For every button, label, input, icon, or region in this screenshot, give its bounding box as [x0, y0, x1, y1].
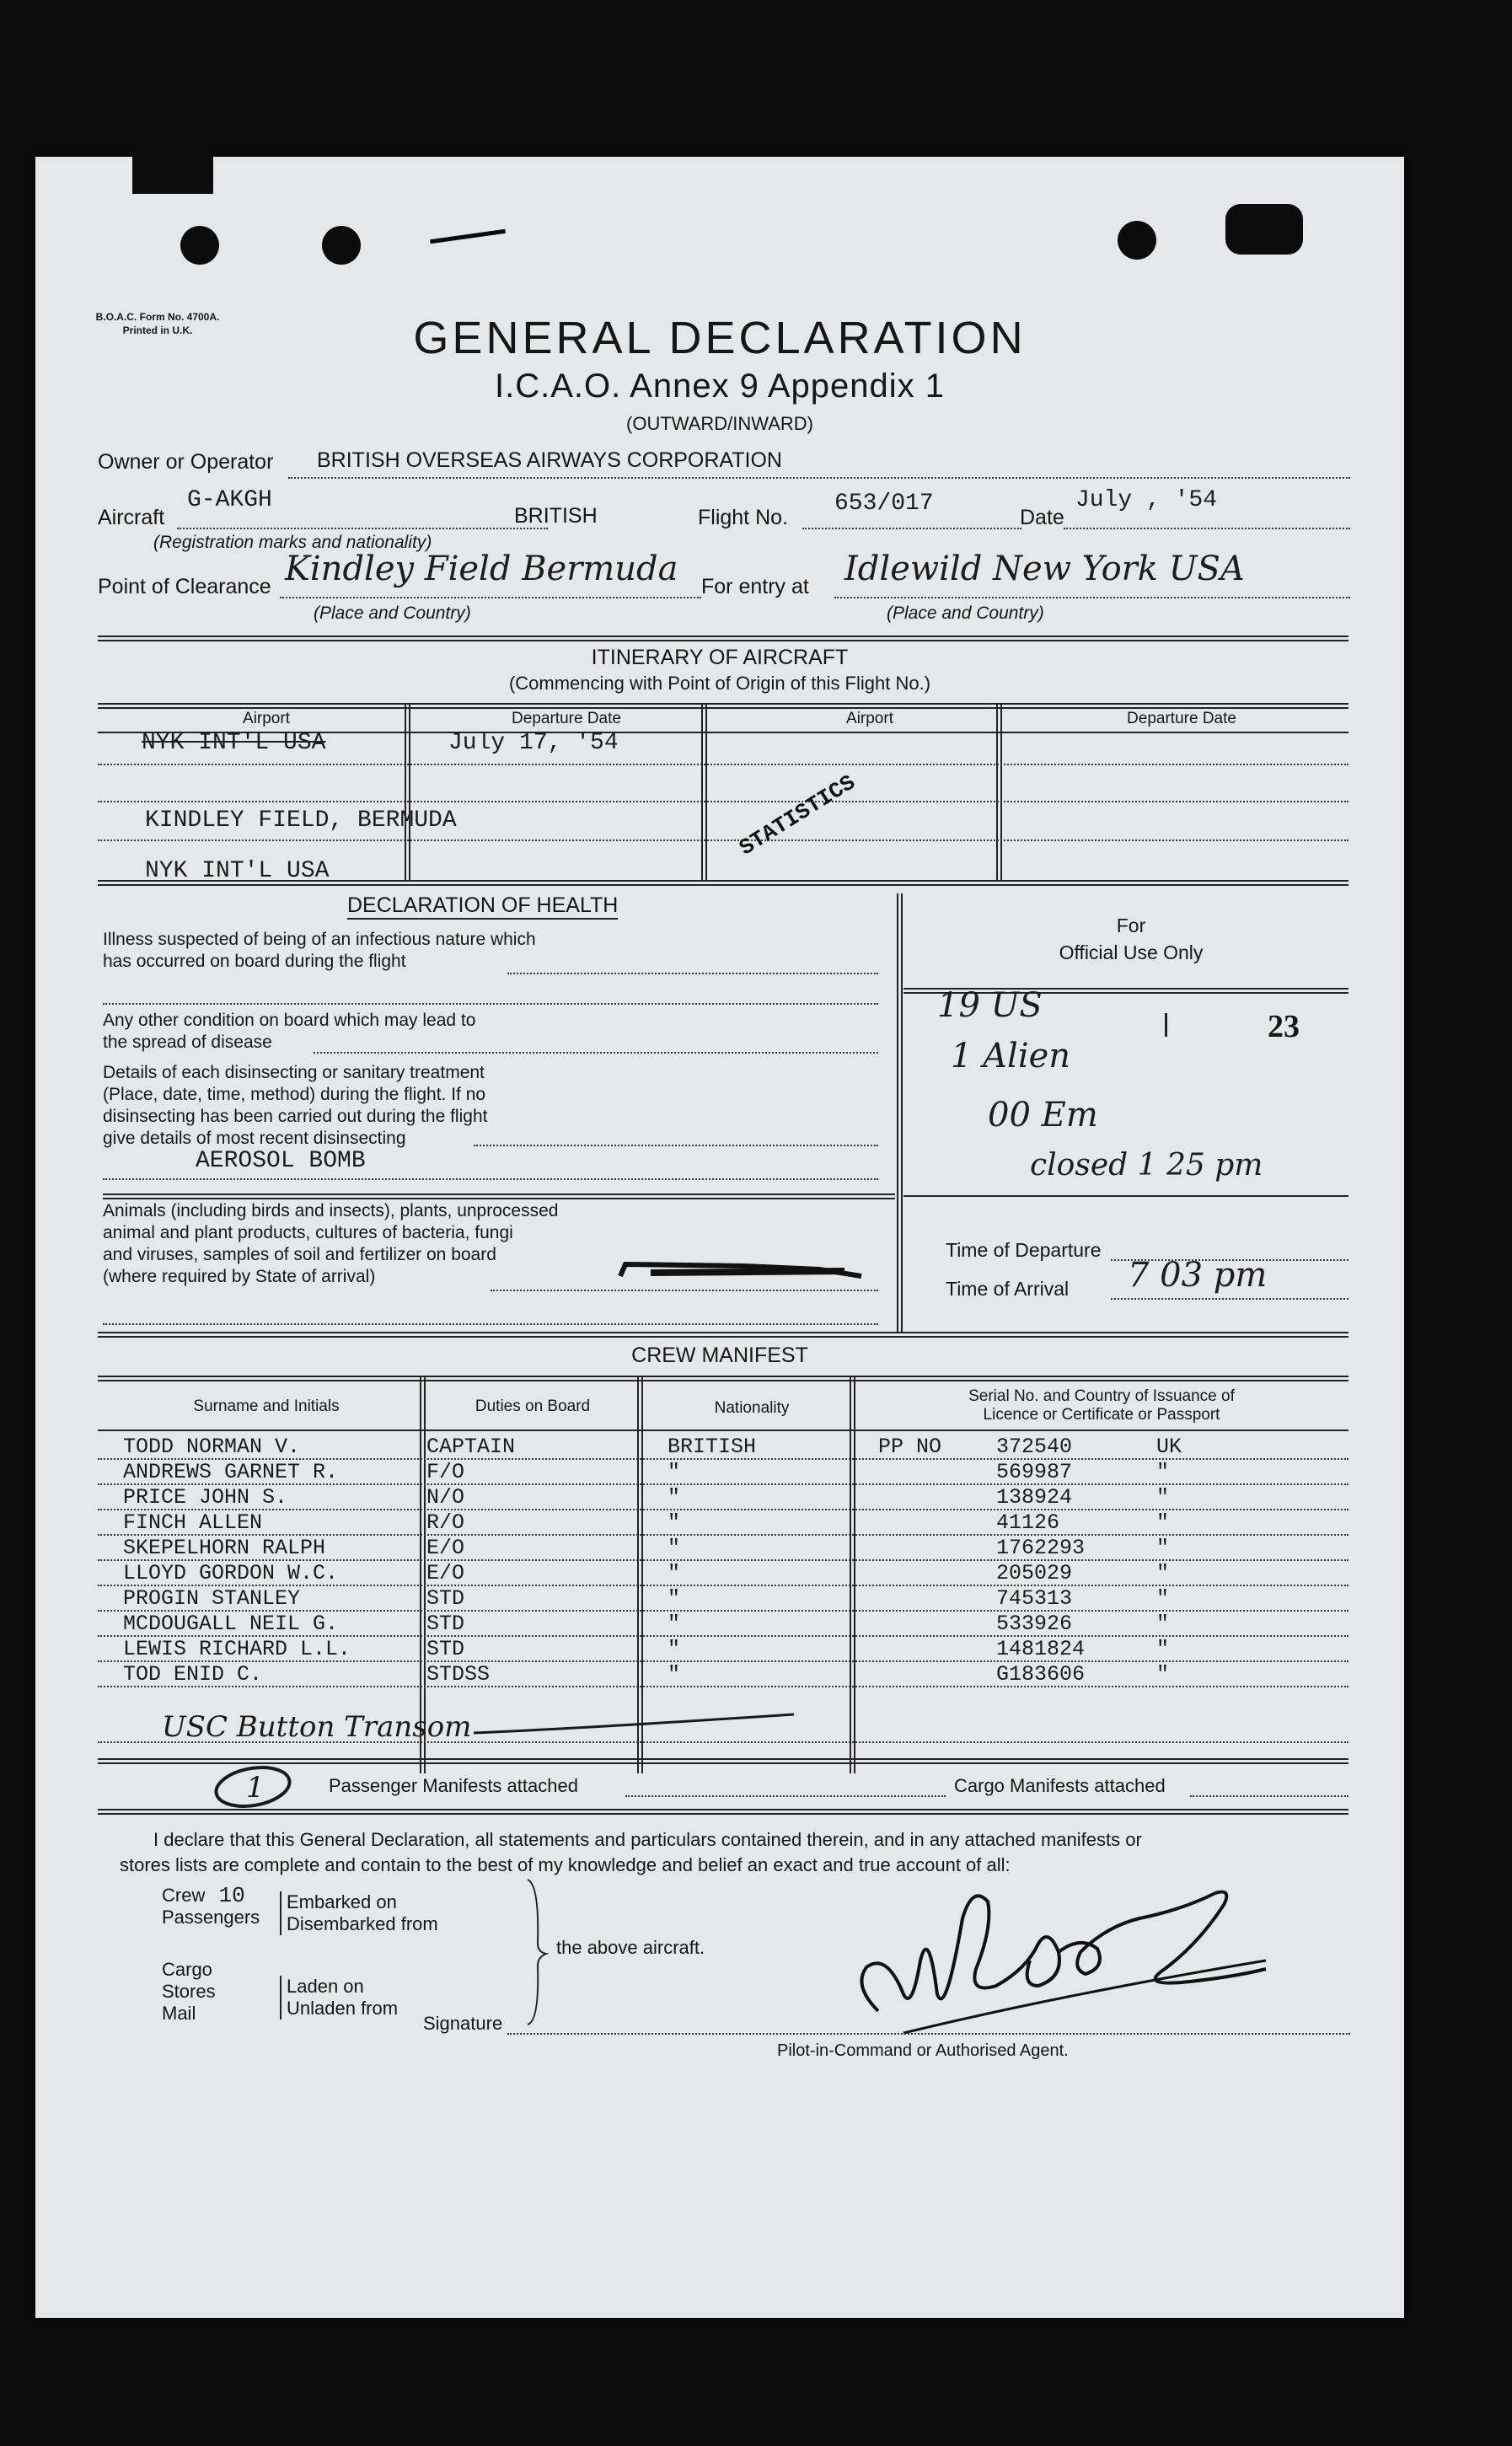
- unladen-label: Unladen from: [287, 1998, 399, 2019]
- crew-cell-serial: 1481824: [996, 1637, 1086, 1661]
- itinerary-row1-date: July 17, '54: [448, 730, 619, 756]
- crew-cell-nat: ": [668, 1662, 681, 1687]
- date-value: July , '54: [1075, 487, 1218, 513]
- crew-cell-name: SKEPELHORN RALPH: [123, 1536, 326, 1560]
- flight-label: Flight No.: [698, 506, 788, 529]
- passengers-label: Passengers: [162, 1907, 260, 1928]
- crew-header-name: Surname and Initials: [193, 1397, 340, 1415]
- itinerary-row3-airport: NYK INT'L USA: [145, 858, 330, 884]
- official-number: 23: [1268, 1009, 1300, 1044]
- crew-cell-country: UK: [1156, 1435, 1182, 1459]
- stores-label: Stores: [162, 1981, 216, 2002]
- crew-cell-duty: STDSS: [426, 1662, 491, 1687]
- health-q4-line4: (where required by State of arrival): [103, 1267, 376, 1286]
- owner-value: BRITISH OVERSEAS AIRWAYS CORPORATION: [317, 448, 782, 472]
- health-q3-line2: (Place, date, time, method) during the flight. If no: [103, 1085, 486, 1104]
- crew-cell-duty: N/O: [426, 1485, 465, 1510]
- crew-cell-duty: STD: [426, 1637, 465, 1661]
- crew-count-label: Crew: [162, 1885, 206, 1906]
- form-title: GENERAL DECLARATION: [413, 313, 1027, 363]
- crew-cell-duty: F/O: [426, 1460, 465, 1484]
- crew-cell-name: TODD NORMAN V.: [123, 1435, 301, 1459]
- passenger-count: 1: [246, 1771, 265, 1805]
- crew-header-serial-2: Licence or Certificate or Passport: [983, 1406, 1220, 1424]
- crew-cell-country: ": [1156, 1637, 1170, 1661]
- crew-cell-name: PROGIN STANLEY: [123, 1586, 301, 1611]
- declaration-line-1: I declare that this General Declaration, all statements and particulars contained therein, and in any attached manifests or: [153, 1829, 1142, 1850]
- signature-image: [828, 1868, 1300, 2036]
- passenger-count-circle: [204, 1762, 305, 1812]
- health-q4-line2: animal and plant products, cultures of bacteria, fungi: [103, 1223, 513, 1242]
- crew-cell-name: FINCH ALLEN: [123, 1510, 263, 1535]
- crew-cell-serial: 372540: [996, 1435, 1073, 1459]
- crew-cell-country: ": [1156, 1612, 1170, 1636]
- crew-count-value: 10: [218, 1883, 245, 1908]
- punch-hole: [1118, 221, 1156, 260]
- health-q3-line1: Details of each disinsecting or sanitary treatment: [103, 1063, 485, 1082]
- crew-cell-nat: ": [668, 1510, 681, 1535]
- itinerary-row2-airport: KINDLEY FIELD, BERMUDA: [145, 807, 457, 834]
- health-title: DECLARATION OF HEALTH: [347, 893, 618, 920]
- crew-cell-serial: 533926: [996, 1612, 1073, 1636]
- crew-cell-duty: CAPTAIN: [426, 1435, 516, 1459]
- laden-label: Laden on: [287, 1976, 364, 1997]
- health-q1-line2: has occurred on board during the flight: [103, 952, 406, 971]
- crew-cell-country: ": [1156, 1561, 1170, 1585]
- itinerary-header-airport-2: Airport: [846, 710, 893, 727]
- crew-cell-nat: ": [668, 1561, 681, 1585]
- crew-row-rule: [98, 1686, 1348, 1687]
- tape-mark: [132, 152, 213, 194]
- crew-cell-name: LEWIS RICHARD L.L.: [123, 1637, 351, 1661]
- place-note-1: (Place and Country): [314, 603, 471, 623]
- form-subtitle: I.C.A.O. Annex 9 Appendix 1: [495, 367, 945, 405]
- time-arrival-label: Time of Arrival: [946, 1278, 1070, 1300]
- time-departure-label: Time of Departure: [946, 1239, 1102, 1261]
- brace: [524, 1876, 550, 2028]
- itinerary-header-airport-1: Airport: [243, 710, 290, 727]
- crew-header-serial-1: Serial No. and Country of Issuance of: [968, 1387, 1235, 1405]
- official-note-4: closed 1 25 pm: [1030, 1148, 1263, 1183]
- crew-cell-serial: 745313: [996, 1586, 1073, 1611]
- crew-cell-country: ": [1156, 1662, 1170, 1687]
- date-label: Date: [1020, 506, 1064, 529]
- flight-value: 653/017: [834, 491, 934, 517]
- official-note-3: 00 Em: [988, 1096, 1098, 1134]
- place-note-2: (Place and Country): [887, 603, 1044, 623]
- crew-cell-name: ANDREWS GARNET R.: [123, 1460, 339, 1484]
- ink-mark: [1165, 1013, 1179, 1037]
- handwritten-note-text: USC Button Transom: [162, 1710, 472, 1744]
- declaration-line-2: stores lists are complete and contain to the best of my knowledge and belief an exact and true account of all:: [120, 1854, 1011, 1875]
- crew-header-nationality: Nationality: [714, 1399, 790, 1417]
- health-q2-line2: the spread of disease: [103, 1033, 272, 1052]
- crew-cell-nat: ": [668, 1460, 681, 1484]
- crew-cell-serial: 1762293: [996, 1536, 1086, 1560]
- entry-value: Idlewild New York USA: [844, 550, 1245, 588]
- official-title-line1: For: [1116, 915, 1146, 936]
- crew-cell-name: PRICE JOHN S.: [123, 1485, 288, 1510]
- embarked-label: Embarked on: [287, 1891, 397, 1912]
- crew-cell-serial: G183606: [996, 1662, 1086, 1687]
- passenger-manifests-label: Passenger Manifests attached: [329, 1775, 578, 1796]
- health-q4-line3: and viruses, samples of soil and fertilizer on board: [103, 1245, 496, 1264]
- tape-mark: [1225, 204, 1303, 255]
- crew-cell-name: MCDOUGALL NEIL G.: [123, 1612, 339, 1636]
- struck-out-mark: [617, 1258, 870, 1283]
- signature-label: Signature: [423, 2013, 503, 2034]
- health-q4-line1: Animals (including birds and insects), plants, unprocessed: [103, 1201, 559, 1220]
- clearance-value: Kindley Field Bermuda: [285, 550, 678, 588]
- health-q3-line3: disinsecting has been carried out during the flight: [103, 1107, 488, 1126]
- crew-cell-country: ": [1156, 1586, 1170, 1611]
- health-q3-answer: AEROSOL BOMB: [196, 1148, 366, 1174]
- owner-label: Owner or Operator: [98, 450, 274, 474]
- crew-header-duty: Duties on Board: [475, 1397, 591, 1415]
- itinerary-subtitle: (Commencing with Point of Origin of this Flight No.): [508, 673, 931, 694]
- crew-cell-country: ": [1156, 1460, 1170, 1484]
- crew-cell-duty: STD: [426, 1586, 465, 1611]
- nationality-value: BRITISH: [514, 504, 598, 528]
- official-title-line2: Official Use Only: [1059, 941, 1204, 963]
- punch-hole: [180, 226, 219, 265]
- crew-cell-duty: STD: [426, 1612, 465, 1636]
- entry-label: For entry at: [701, 575, 809, 598]
- crew-cell-duty: R/O: [426, 1510, 465, 1535]
- form-number: B.O.A.C. Form No. 4700A.: [95, 311, 220, 323]
- crew-cell-country: ": [1156, 1485, 1170, 1510]
- health-q1-line1: Illness suspected of being of an infectious nature which: [103, 930, 536, 949]
- itinerary-row1-airport: NYK INT'L USA: [142, 730, 326, 756]
- crew-cell-serial: 205029: [996, 1561, 1073, 1585]
- health-q2-line1: Any other condition on board which may lead to: [103, 1011, 476, 1030]
- itinerary-title: ITINERARY OF AIRCRAFT: [591, 646, 849, 669]
- itinerary-header-date-2: Departure Date: [1127, 710, 1236, 727]
- crew-cell-duty: E/O: [426, 1561, 465, 1585]
- time-arrival-value: 7 03 pm: [1128, 1256, 1268, 1295]
- signer-label: Pilot-in-Command or Authorised Agent.: [777, 2041, 1069, 2060]
- crew-cell-duty: E/O: [426, 1536, 465, 1560]
- punch-hole: [322, 226, 361, 265]
- crew-title: CREW MANIFEST: [631, 1344, 808, 1367]
- crew-cell-name: LLOYD GORDON W.C.: [123, 1561, 339, 1585]
- disembarked-label: Disembarked from: [287, 1913, 438, 1934]
- registration-note: (Registration marks and nationality): [153, 533, 432, 552]
- health-q3-line4: give details of most recent disinsecting: [103, 1129, 406, 1148]
- aircraft-value: G-AKGH: [187, 487, 272, 513]
- crew-cell-nat: ": [668, 1612, 681, 1636]
- printed-note: Printed in U.K.: [122, 325, 193, 336]
- crew-cell-country: ": [1156, 1536, 1170, 1560]
- crew-cell-pp: PP NO: [878, 1435, 942, 1459]
- crew-cell-nat: BRITISH: [668, 1435, 757, 1459]
- clearance-label: Point of Clearance: [98, 575, 271, 598]
- official-note-2: 1 Alien: [951, 1037, 1071, 1075]
- crew-cell-nat: ": [668, 1637, 681, 1661]
- above-aircraft-label: the above aircraft.: [556, 1937, 705, 1958]
- crew-cell-serial: 41126: [996, 1510, 1060, 1535]
- crew-cell-country: ": [1156, 1510, 1170, 1535]
- mail-label: Mail: [162, 2003, 196, 2024]
- crew-cell-name: TOD ENID C.: [123, 1662, 263, 1687]
- cargo-label: Cargo: [162, 1959, 212, 1980]
- statistics-stamp: STATISTICS: [735, 770, 861, 861]
- cargo-manifests-label: Cargo Manifests attached: [954, 1775, 1166, 1796]
- form-direction: (OUTWARD/INWARD): [626, 413, 813, 434]
- itinerary-header-date-1: Departure Date: [512, 710, 621, 727]
- declaration-sheet: [35, 157, 1404, 2318]
- crew-cell-nat: ": [668, 1536, 681, 1560]
- crew-cell-serial: 569987: [996, 1460, 1073, 1484]
- crew-cell-nat: ": [668, 1586, 681, 1611]
- crew-cell-serial: 138924: [996, 1485, 1073, 1510]
- pen-mark: [430, 229, 506, 244]
- crew-cell-nat: ": [668, 1485, 681, 1510]
- official-note-1: 19 US: [937, 986, 1043, 1025]
- aircraft-label: Aircraft: [98, 506, 165, 529]
